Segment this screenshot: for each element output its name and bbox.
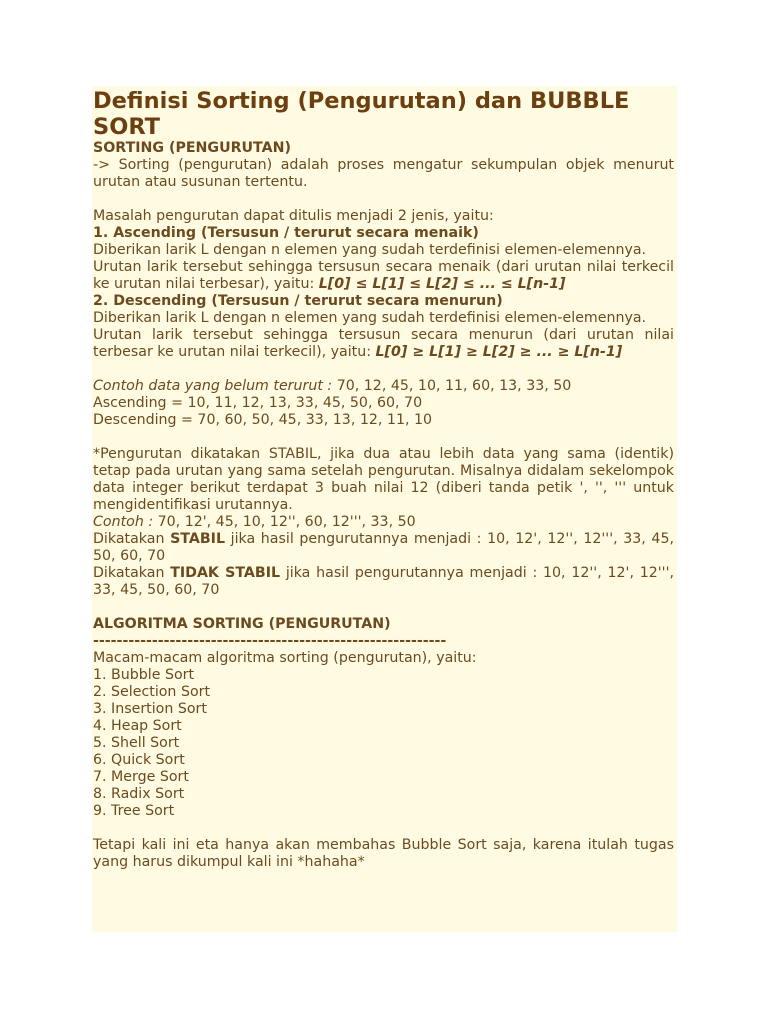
ascending-p2 (93, 259, 674, 293)
spacer (93, 599, 674, 616)
tidak-stabil-word: TIDAK STABIL (170, 565, 281, 581)
stable-example-values: 70, 12', 45, 10, 12'', 60, 12''', 33, 50 (153, 514, 416, 530)
list-item: 7. Merge Sort (93, 769, 189, 785)
tidak-prefix: Dikatakan (93, 565, 171, 581)
descending-p1: Diberikan larik L dengan n elemen yang sudah terdefinisi elemen-elemennya. (93, 310, 647, 326)
list-item: 5. Shell Sort (93, 735, 180, 751)
spacer (93, 191, 674, 208)
descending-result: Descending = 70, 60, 50, 45, 33, 13, 12, 11, 10 (93, 412, 433, 428)
list-item: 3. Insertion Sort (93, 701, 207, 717)
ascending-heading: 1. Ascending (Tersusun / terurut secara menaik) (93, 225, 479, 241)
list-item: 4. Heap Sort (93, 718, 182, 734)
example-label: Contoh data yang belum terurut : (93, 378, 333, 394)
stabil-line (93, 531, 674, 565)
example-values: 70, 12, 45, 10, 11, 60, 13, 33, 50 (332, 378, 572, 394)
stable-example-label: Contoh : (93, 514, 154, 530)
descending-heading: 2. Descending (Tersusun / terurut secara menurun) (93, 293, 503, 309)
ascending-p2-text: Urutan larik tersebut sehingga tersusun secara menaik (dari urutan nilai terkecil ke urutan nilai terbesar), yaitu: (93, 259, 674, 292)
spacer (93, 361, 674, 378)
stabil-word: STABIL (170, 531, 225, 547)
ascending-result: Ascending = 10, 11, 12, 13, 33, 45, 50, 60, 70 (93, 395, 423, 411)
problem-statement: Masalah pengurutan dapat ditulis menjadi 2 jenis, yaitu: (93, 208, 494, 224)
page-title: Definisi Sorting (Pengurutan) dan BUBBLE SORT (93, 88, 630, 140)
descending-p2 (93, 327, 674, 361)
spacer (93, 820, 674, 837)
stabil-prefix: Dikatakan (93, 531, 171, 547)
section-heading-sorting: SORTING (PENGURUTAN) (93, 140, 291, 156)
closing-paragraph: Tetapi kali ini eta hanya akan membahas Bubble Sort saja, karena itulah tugas yang harus dikumpul kali ini *hahaha* (93, 837, 674, 870)
stable-paragraph: *Pengurutan dikatakan STABIL, jika dua atau lebih data yang sama (identik) tetap pada urutan yang sama setelah pengurutan. Misalnya didalam sekelompok data integer berikut terdapat 3 buah nilai 12 (diberi tanda petik ', '', ''' untuk mengidentifikasi urutannya. (93, 446, 674, 513)
list-item: 1. Bubble Sort (93, 667, 195, 683)
ascending-formula: L[0] ≤ L[1] ≤ L[2] ≤ ... ≤ L[n-1] (318, 276, 566, 292)
algo-intro: Macam-macam algoritma sorting (pengurutan), yaitu: (93, 650, 477, 666)
divider: ------------------------------------------------------------ (93, 633, 447, 649)
list-item: 9. Tree Sort (93, 803, 175, 819)
document-page (92, 86, 677, 932)
spacer (93, 429, 674, 446)
intro-paragraph: -> Sorting (pengurutan) adalah proses mengatur sekumpulan objek menurut urutan atau susunan tertentu. (93, 157, 674, 190)
ascending-p1: Diberikan larik L dengan n elemen yang sudah terdefinisi elemen-elemennya. (93, 242, 647, 258)
document-content (92, 86, 677, 871)
descending-formula: L[0] ≥ L[1] ≥ L[2] ≥ ... ≥ L[n-1] (375, 344, 623, 360)
algo-heading: ALGORITMA SORTING (PENGURUTAN) (93, 616, 391, 632)
example-line (93, 378, 674, 395)
stable-example-line (93, 514, 674, 531)
descending-p2-text: Urutan larik tersebut sehingga tersusun secara menurun (dari urutan nilai terbesar ke urutan nilai terkecil), yaitu: (93, 327, 674, 360)
list-item: 8. Radix Sort (93, 786, 185, 802)
list-item: 6. Quick Sort (93, 752, 185, 768)
tidak-stabil-line (93, 565, 674, 599)
algorithm-list (93, 667, 674, 820)
tidak-stabil-rest: jika hasil pengurutannya menjadi : 10, 12'', 12', 12''', 33, 45, 50, 60, 70 (93, 565, 674, 598)
list-item: 2. Selection Sort (93, 684, 211, 700)
stabil-rest: jika hasil pengurutannya menjadi : 10, 12', 12'', 12''', 33, 45, 50, 60, 70 (93, 531, 674, 564)
